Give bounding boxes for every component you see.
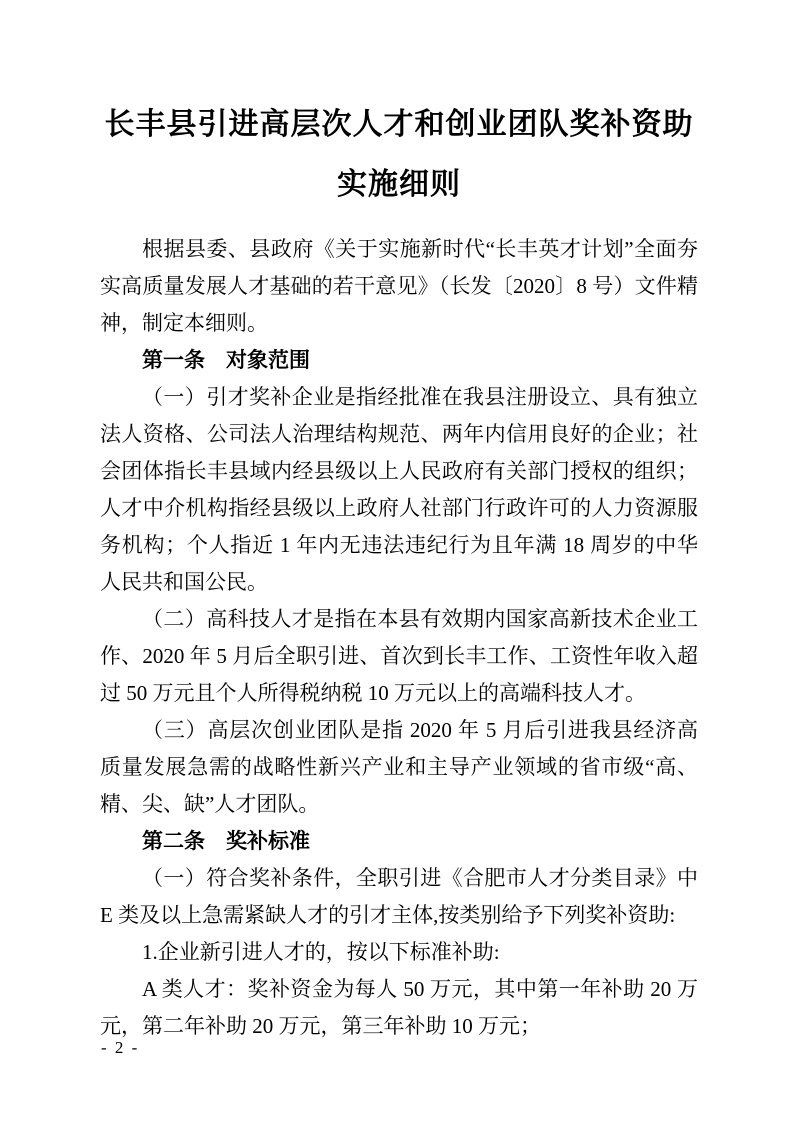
- paragraph-preamble: 根据县委、县政府《关于实施新时代“长丰英才计划”全面夯实高质量发展人才基础的若干意见》（长发〔2020〕8 号）文件精神，制定本细则。: [100, 237, 698, 335]
- document-title-line1: 长丰县引进高层次人才和创业团队奖补资助: [104, 108, 694, 141]
- paragraph-article2-item1: （一）符合奖补条件，全职引进《合肥市人才分类目录》中 E 类及以上急需紧缺人才的引才主体,按类别给予下列奖补资助:: [100, 866, 698, 927]
- paragraph-article1-item2: （二）高科技人才是指在本县有效期内国家高新技术企业工作、2020 年 5 月后全职引进、首次到长丰工作、工资性年收入超过 50 万元且个人所得税纳税 10 万元以上的高端科技人才。: [100, 607, 698, 705]
- document-title-line2: 实施细则: [337, 168, 461, 201]
- paragraph-article1-item3: （三）高层次创业团队是指 2020 年 5 月后引进我县经济高质量发展急需的战略性新兴产业和主导产业领域的省市级“高、精、尖、缺”人才团队。: [100, 718, 698, 816]
- paragraph-article2-sub1: 1.企业新引进人才的，按以下标准补助:: [142, 940, 500, 964]
- section-heading-article-2: 第二条 奖补标准: [142, 830, 310, 853]
- paragraph-article2-class-a: A 类人才：奖补资金为每人 50 万元，其中第一年补助 20 万元，第二年补助 20 万元，第三年补助 10 万元；: [100, 977, 698, 1038]
- document-content: [100, 95, 698, 1045]
- document-title: [100, 95, 698, 215]
- section-heading-article-1: 第一条 对象范围: [142, 349, 310, 372]
- paragraph-article1-item1: （一）引才奖补企业是指经批准在我县注册设立、具有独立法人资格、公司法人治理结构规范、两年内信用良好的企业；社会团体指长丰县域内经县级以上人民政府有关部门授权的组织；人才中介机构指经县级以上政府人社部门行政许可的人力资源服务机构；个人指近 1 年内无违法违纪行为且年满 18 周岁的中华人民共和国公民。: [100, 385, 698, 594]
- page-number: - 2 -: [101, 1038, 140, 1057]
